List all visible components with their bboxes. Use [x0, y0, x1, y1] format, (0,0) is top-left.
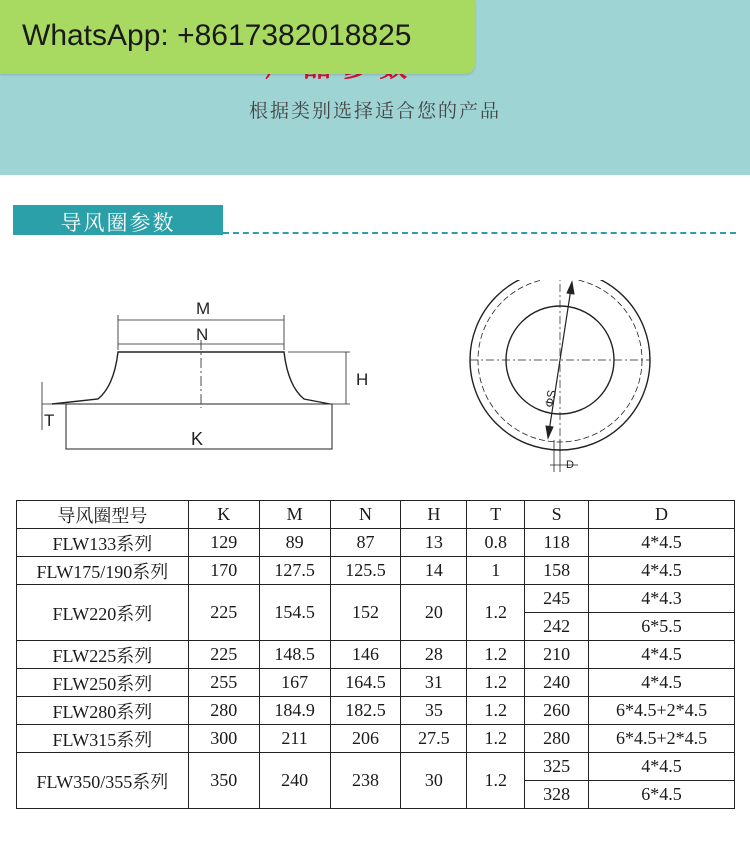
label-s: ΦS — [542, 388, 560, 409]
section-divider — [223, 232, 736, 234]
cell-k: 170 — [188, 557, 259, 585]
cell-h: 20 — [401, 585, 467, 641]
cell-h: 27.5 — [401, 725, 467, 753]
cell-model: FLW220系列 — [17, 585, 189, 641]
cell-m: 167 — [259, 669, 330, 697]
label-k: K — [191, 429, 204, 449]
cell-t: 1 — [467, 557, 525, 585]
cell-m: 127.5 — [259, 557, 330, 585]
cell-n: 87 — [330, 529, 401, 557]
cell-k: 225 — [188, 585, 259, 641]
arrow-top — [567, 282, 574, 294]
cell-t: 1.2 — [467, 585, 525, 641]
cell-model: FLW175/190系列 — [17, 557, 189, 585]
cell-s: 158 — [525, 557, 589, 585]
cell-d: 4*4.5 — [589, 641, 735, 669]
cell-s: 210 — [525, 641, 589, 669]
whatsapp-number[interactable]: WhatsApp: +8617382018825 — [22, 19, 412, 52]
cell-n: 152 — [330, 585, 401, 641]
header-d: D — [589, 501, 735, 529]
header-m: M — [259, 501, 330, 529]
cell-m: 89 — [259, 529, 330, 557]
cell-d: 4*4.5 — [589, 669, 735, 697]
cell-k: 225 — [188, 641, 259, 669]
cell-model: FLW280系列 — [17, 697, 189, 725]
cell-s: 245 — [525, 585, 589, 613]
cell-h: 28 — [401, 641, 467, 669]
table-row — [17, 725, 735, 753]
top-view-drawing — [470, 280, 650, 472]
cell-s: 240 — [525, 669, 589, 697]
header-model: 导风圈型号 — [17, 501, 189, 529]
cell-t: 1.2 — [467, 725, 525, 753]
header-h: H — [401, 501, 467, 529]
banner-subtitle: 根据类别选择适合您的产品 — [248, 100, 501, 122]
cell-m: 240 — [259, 753, 330, 809]
cell-d: 4*4.5 — [589, 529, 735, 557]
table-row — [17, 641, 735, 669]
header-t: T — [467, 501, 525, 529]
cell-n: 238 — [330, 753, 401, 809]
cell-m: 184.9 — [259, 697, 330, 725]
cell-d: 4*4.5 — [589, 753, 735, 781]
cell-n: 182.5 — [330, 697, 401, 725]
cell-t: 1.2 — [467, 697, 525, 725]
cell-h: 13 — [401, 529, 467, 557]
table-row — [17, 557, 735, 585]
cell-model: FLW225系列 — [17, 641, 189, 669]
cell-h: 30 — [401, 753, 467, 809]
cell-h: 35 — [401, 697, 467, 725]
cell-d: 6*4.5+2*4.5 — [589, 697, 735, 725]
cell-k: 280 — [188, 697, 259, 725]
cell-model: FLW315系列 — [17, 725, 189, 753]
spec-table — [16, 500, 735, 809]
arrow-bottom — [546, 426, 553, 438]
cell-k: 350 — [188, 753, 259, 809]
cell-t: 1.2 — [467, 669, 525, 697]
cell-m: 211 — [259, 725, 330, 753]
section-header — [13, 205, 223, 235]
section-title: 导风圈参数 — [60, 211, 176, 235]
cell-d: 4*4.3 — [589, 585, 735, 613]
header-k: K — [188, 501, 259, 529]
cell-m: 148.5 — [259, 641, 330, 669]
label-d: D — [566, 459, 574, 471]
cell-h: 14 — [401, 557, 467, 585]
cell-t: 0.8 — [467, 529, 525, 557]
cell-k: 255 — [188, 669, 259, 697]
cell-s: 242 — [525, 613, 589, 641]
cell-n: 146 — [330, 641, 401, 669]
whatsapp-contact-badge[interactable] — [0, 0, 475, 74]
header-s: S — [525, 501, 589, 529]
cell-k: 129 — [188, 529, 259, 557]
cell-m: 154.5 — [259, 585, 330, 641]
cell-s: 328 — [525, 781, 589, 809]
cell-t: 1.2 — [467, 641, 525, 669]
cell-d: 6*4.5 — [589, 781, 735, 809]
label-m: M — [196, 299, 211, 318]
label-t: T — [44, 411, 55, 430]
cell-n: 164.5 — [330, 669, 401, 697]
profile-outline — [52, 352, 330, 404]
cell-d: 4*4.5 — [589, 557, 735, 585]
cell-d: 6*4.5+2*4.5 — [589, 725, 735, 753]
cell-d: 6*5.5 — [589, 613, 735, 641]
cell-n: 206 — [330, 725, 401, 753]
dimension-diagram — [0, 280, 750, 480]
cell-model: FLW350/355系列 — [17, 753, 189, 809]
table-row — [17, 585, 735, 613]
cell-k: 300 — [188, 725, 259, 753]
table-row — [17, 669, 735, 697]
cell-s: 260 — [525, 697, 589, 725]
cell-s: 325 — [525, 753, 589, 781]
cell-h: 31 — [401, 669, 467, 697]
table-row — [17, 697, 735, 725]
table-row — [17, 753, 735, 781]
table-header-row — [17, 501, 735, 529]
label-h: H — [356, 370, 369, 389]
cell-t: 1.2 — [467, 753, 525, 809]
cell-model: FLW133系列 — [17, 529, 189, 557]
table-row — [17, 529, 735, 557]
cell-s: 280 — [525, 725, 589, 753]
cell-model: FLW250系列 — [17, 669, 189, 697]
cell-s: 118 — [525, 529, 589, 557]
cell-n: 125.5 — [330, 557, 401, 585]
label-n: N — [196, 325, 209, 344]
header-n: N — [330, 501, 401, 529]
